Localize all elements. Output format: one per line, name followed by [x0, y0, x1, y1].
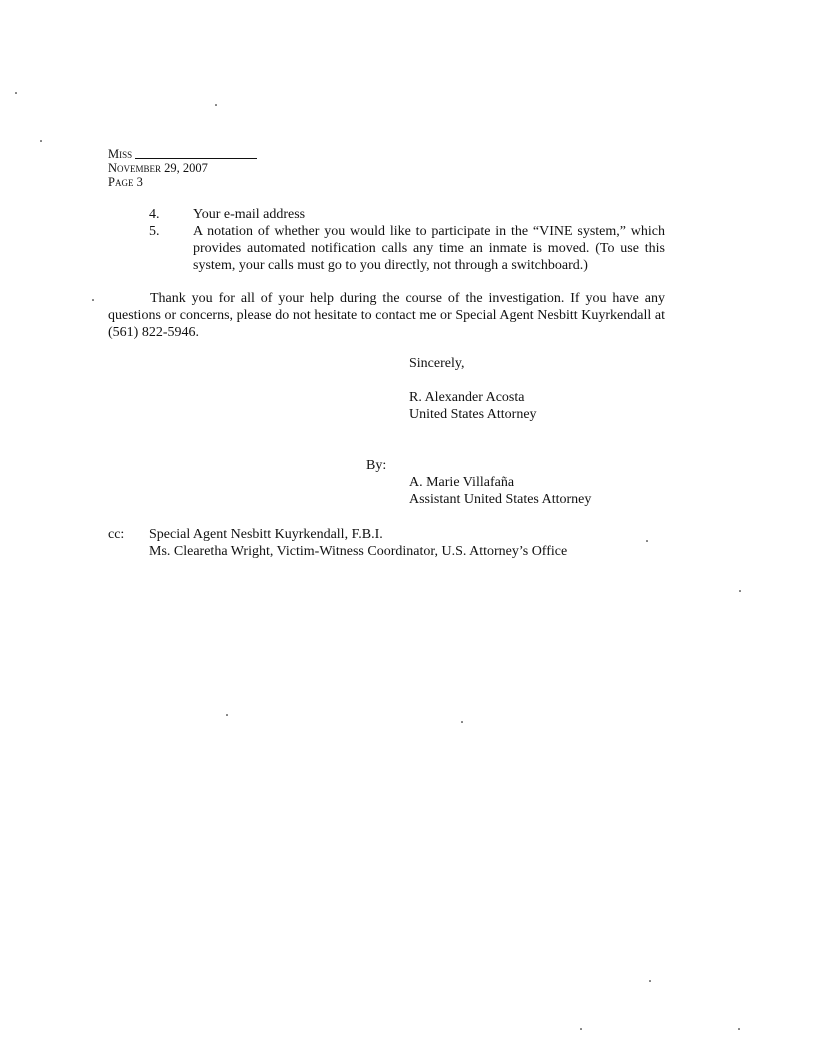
- letter-date: November 29, 2007: [108, 161, 208, 175]
- scan-speck: [461, 721, 463, 723]
- list-item-text: A notation of whether you would like to participate in the “VINE system,” which provides automated notification calls any time an inmate is moved. (To use this system, your calls must go to you directly, not through a switchboard.): [193, 224, 665, 273]
- list-item-number: 4.: [149, 207, 160, 222]
- scan-speck: [739, 590, 741, 592]
- signatory-title: United States Attorney: [409, 407, 537, 422]
- scan-speck: [15, 92, 17, 94]
- scan-speck: [738, 1028, 740, 1030]
- scan-speck: [649, 980, 651, 982]
- scan-speck: [226, 714, 228, 716]
- cc-label: cc:: [108, 527, 125, 542]
- recipient-prefix: Miss: [108, 147, 133, 161]
- scan-speck: [215, 104, 217, 106]
- assistant-name: A. Marie Villafaña: [409, 475, 515, 490]
- cc-recipient: Ms. Clearetha Wright, Victim-Witness Coordinator, U.S. Attorney’s Office: [149, 544, 568, 559]
- assistant-title: Assistant United States Attorney: [409, 492, 592, 507]
- scan-speck: [580, 1028, 582, 1030]
- list-item-text: Your e-mail address: [193, 207, 306, 222]
- signatory-name: R. Alexander Acosta: [409, 390, 525, 405]
- list-item-number: 5.: [149, 224, 160, 239]
- scan-speck: [646, 540, 648, 542]
- cc-recipient: Special Agent Nesbitt Kuyrkendall, F.B.I.: [149, 527, 383, 542]
- scan-speck: [92, 299, 94, 301]
- recipient-name-blank: [135, 158, 257, 159]
- by-label: By:: [366, 458, 387, 473]
- closing: Sincerely,: [409, 356, 465, 371]
- page-number: Page 3: [108, 175, 143, 189]
- scan-speck: [40, 140, 42, 142]
- body-paragraph: Thank you for all of your help during the course of the investigation. If you have any questions or concerns, please do not hesitate to contact me or Special Agent Nesbitt Kuyrkendall at (561) 822-5946.: [108, 291, 665, 340]
